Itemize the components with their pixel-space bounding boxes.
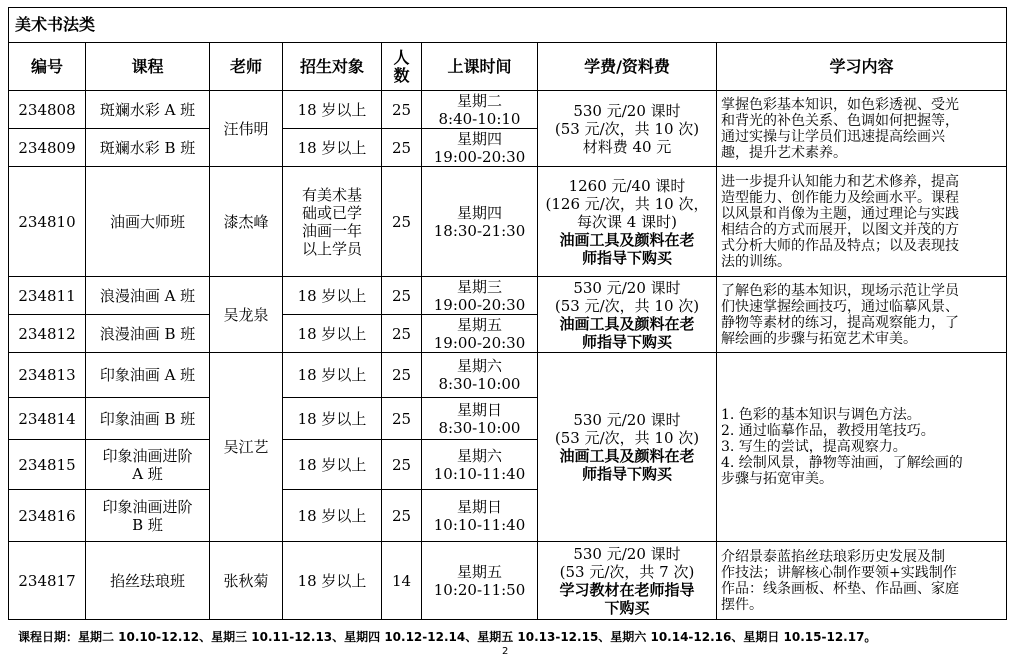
course-code: 234816 — [9, 490, 86, 542]
class-time: 星期日 10:10-11:40 — [422, 490, 538, 542]
header-content: 学习内容 — [717, 43, 1007, 91]
content-cell — [717, 542, 1007, 620]
course-code: 234813 — [9, 353, 86, 398]
table-row — [9, 91, 1007, 129]
content-cell — [717, 353, 1007, 542]
fee-note: 油画工具及颜料在老 — [559, 314, 695, 333]
teacher-name: 漆杰峰 — [210, 167, 283, 277]
course-code: 234809 — [9, 129, 86, 167]
enrollment-count: 25 — [382, 129, 422, 167]
fee-line: 530 元/20 课时 — [573, 544, 681, 563]
fee-note: 师指导下购买 — [581, 465, 672, 483]
target-audience: 18 岁以上 — [283, 315, 382, 353]
table-row — [9, 277, 1007, 315]
course-name: 印象油画进阶 B 班 — [86, 490, 210, 542]
teacher-name: 吴江艺 — [210, 353, 283, 542]
course-code: 234808 — [9, 91, 86, 129]
enrollment-count: 25 — [382, 398, 422, 440]
content-line: 通过实操与让学员们迅速提高绘画兴 — [721, 128, 945, 145]
table-row — [9, 353, 1007, 398]
teacher-name: 吴龙泉 — [210, 277, 283, 353]
enrollment-count: 25 — [382, 315, 422, 353]
course-name: 浪漫油画 A 班 — [86, 277, 210, 315]
target-audience: 18 岁以上 — [283, 129, 382, 167]
content-line: 2. 通过临摹作品，教授用笔技巧。 — [721, 423, 935, 439]
content-line: 进一步提升认知能力和艺术修养，提高 — [721, 173, 959, 190]
teacher-name: 张秋菊 — [210, 542, 283, 620]
content-line: 以风景和肖像为主题，通过理论与实践 — [721, 205, 959, 222]
class-time: 星期四 18:30-21:30 — [422, 167, 538, 277]
course-code: 234812 — [9, 315, 86, 353]
course-dates-note: 课程日期：星期二 10.10-12.12、星期三 10.11-12.13、星期四 10.12-12.14、星期五 10.13-12.15、星期六 10.14-12.16、星期日 10.15-12.17。 — [18, 630, 877, 644]
target-audience: 18 岁以上 — [283, 440, 382, 490]
fee-line: 材料费 40 元 — [582, 137, 672, 156]
table-row — [9, 542, 1007, 620]
course-code: 234814 — [9, 398, 86, 440]
content-line: 式分析大师的作品及特点；以及表现技 — [721, 237, 959, 254]
fee-note: 学习教材在老师指导 — [559, 580, 695, 599]
header-fee: 学费/资料费 — [538, 43, 717, 91]
fee-note: 油画工具及颜料在老 — [559, 230, 695, 249]
course-name: 印象油画 A 班 — [86, 353, 210, 398]
enrollment-count: 25 — [382, 91, 422, 129]
fee-line: 每次课 4 课时) — [577, 212, 677, 231]
course-code: 234811 — [9, 277, 86, 315]
teacher-name: 汪伟明 — [210, 91, 283, 167]
content-cell — [717, 91, 1007, 167]
content-line: 4. 绘制风景，静物等油画，了解绘画的 — [721, 455, 963, 471]
class-time: 星期五 19:00-20:30 — [422, 315, 538, 353]
fee-note: 下购买 — [604, 598, 650, 617]
content-line: 摆件。 — [721, 596, 763, 613]
content-line: 和背光的补色关系、色调如何把握等， — [721, 112, 959, 129]
header-code: 编号 — [9, 43, 86, 91]
fee-line: 530 元/20 课时 — [573, 101, 681, 120]
enrollment-count: 25 — [382, 167, 422, 277]
content-cell — [717, 277, 1007, 353]
fee-cell — [538, 91, 717, 167]
fee-cell — [538, 542, 717, 620]
fee-line: (53 元/次，共 10 次) — [554, 296, 700, 315]
class-time: 星期三 19:00-20:30 — [422, 277, 538, 315]
fee-line: (53 元/次，共 10 次) — [554, 429, 700, 447]
page-number: 2 — [502, 646, 509, 657]
content-line: 1. 色彩的基本知识与调色方法。 — [721, 407, 921, 423]
class-time: 星期六 10:10-11:40 — [422, 440, 538, 490]
fee-cell — [538, 353, 717, 542]
header-teacher: 老师 — [210, 43, 283, 91]
course-code: 234815 — [9, 440, 86, 490]
fee-note: 师指导下购买 — [581, 332, 672, 351]
content-line: 介绍景泰蓝掐丝珐琅彩历史发展及制 — [721, 548, 945, 565]
course-name: 印象油画 B 班 — [86, 398, 210, 440]
content-line: 3. 写生的尝试，提高观察力。 — [721, 439, 907, 455]
content-line: 步骤与拓宽审美。 — [721, 471, 833, 487]
course-table — [8, 7, 1007, 620]
fee-note: 油画工具及颜料在老 — [559, 447, 695, 465]
content-line: 造型能力、创作能力及绘画水平。课程 — [721, 189, 959, 206]
target-audience: 18 岁以上 — [283, 353, 382, 398]
fee-line: 1260 元/40 课时 — [568, 176, 686, 195]
enrollment-count: 25 — [382, 440, 422, 490]
course-code: 234817 — [9, 542, 86, 620]
section-title: 美术书法类 — [9, 8, 1007, 43]
fee-line: 530 元/20 课时 — [573, 411, 681, 429]
fee-line: (126 元/次，共 10 次， — [545, 194, 709, 213]
fee-cell — [538, 277, 717, 353]
content-line: 趣，提升艺术素养。 — [721, 144, 847, 161]
content-line: 静物等素材的练习，提高观察能力，了 — [721, 314, 959, 331]
content-line: 掌握色彩基本知识，如色彩透视、受光 — [721, 96, 959, 113]
header-course: 课程 — [86, 43, 210, 91]
target-audience: 18 岁以上 — [283, 277, 382, 315]
target-audience: 18 岁以上 — [283, 398, 382, 440]
target-audience: 有美术基 础或已学 油画一年 以上学员 — [283, 167, 382, 277]
content-line: 解绘画的步骤与拓宽艺术审美。 — [721, 330, 917, 347]
course-name: 斑斓水彩 B 班 — [86, 129, 210, 167]
course-name: 浪漫油画 B 班 — [86, 315, 210, 353]
content-line: 相结合的方式而展开，以图文并茂的方 — [721, 221, 959, 238]
content-line: 作品：线条画板、杯垫、作品画、家庭 — [721, 580, 959, 597]
header-time: 上课时间 — [422, 43, 538, 91]
class-time: 星期六 8:30-10:00 — [422, 353, 538, 398]
fee-line: 530 元/20 课时 — [573, 278, 681, 297]
content-cell — [717, 167, 1007, 277]
enrollment-count: 25 — [382, 277, 422, 315]
enrollment-count: 14 — [382, 542, 422, 620]
content-line: 了解色彩的基本知识，现场示范让学员 — [721, 282, 959, 299]
fee-note: 师指导下购买 — [581, 248, 672, 267]
fee-cell — [538, 167, 717, 277]
course-code: 234810 — [9, 167, 86, 277]
class-time: 星期四 19:00-20:30 — [422, 129, 538, 167]
fee-line: (53 元/次，共 7 次) — [559, 562, 695, 581]
fee-line: (53 元/次，共 10 次) — [554, 119, 700, 138]
enrollment-count: 25 — [382, 353, 422, 398]
course-name: 掐丝珐琅班 — [86, 542, 210, 620]
target-audience: 18 岁以上 — [283, 542, 382, 620]
content-line: 作技法；讲解核心制作要领+实践制作 — [721, 564, 957, 581]
class-time: 星期五 10:20-11:50 — [422, 542, 538, 620]
content-line: 法的训练。 — [721, 253, 791, 270]
header-count: 人 数 — [382, 43, 422, 91]
header-target: 招生对象 — [283, 43, 382, 91]
header-row — [9, 43, 1007, 91]
enrollment-count: 25 — [382, 490, 422, 542]
course-name: 斑斓水彩 A 班 — [86, 91, 210, 129]
course-name: 印象油画进阶 A 班 — [86, 440, 210, 490]
class-time: 星期日 8:30-10:00 — [422, 398, 538, 440]
content-line: 们快速掌握绘画技巧，通过临摹风景、 — [721, 298, 959, 315]
table-row — [9, 167, 1007, 277]
target-audience: 18 岁以上 — [283, 91, 382, 129]
course-table-sheet — [8, 7, 1006, 620]
class-time: 星期二 8:40-10:10 — [422, 91, 538, 129]
target-audience: 18 岁以上 — [283, 490, 382, 542]
course-name: 油画大师班 — [86, 167, 210, 277]
